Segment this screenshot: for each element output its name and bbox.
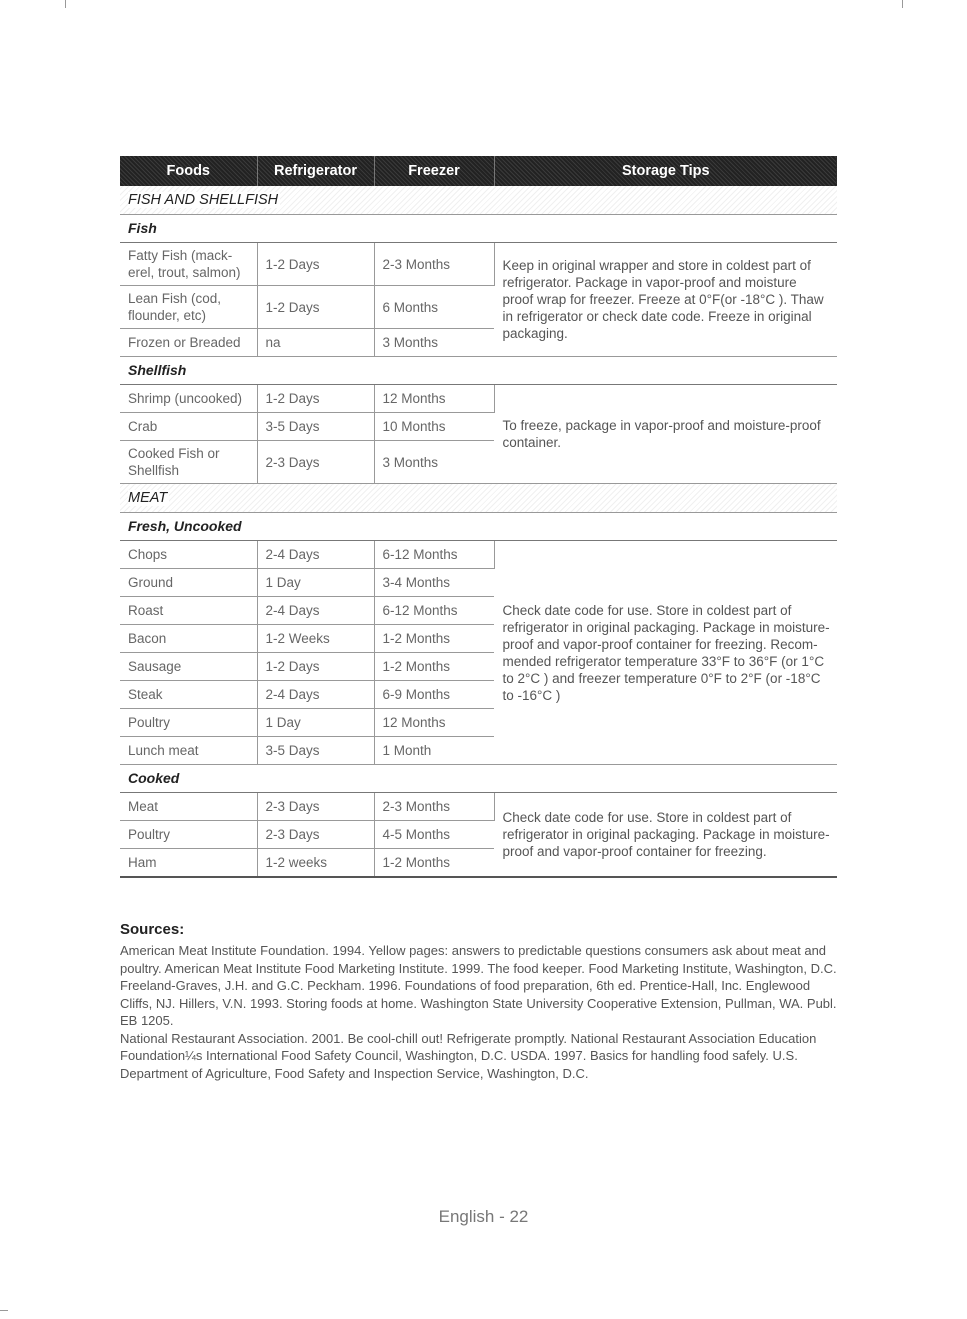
section-title: MEAT (128, 489, 168, 506)
food-cell: Steak (120, 681, 257, 709)
food-cell: Crab (120, 413, 257, 441)
storage-tip: Keep in original wrapper and store in coldest part of refrigerator. Package in vapor-proof and moisture proof wrap for freezer. Freeze at 0°F(or -18°C ). Thaw in refrigerator or check date code. Freeze in original packaging. (494, 243, 837, 357)
page-footer: English - 22 (438, 1207, 529, 1226)
freezer-cell: 1 Month (374, 737, 494, 765)
refrigerator-cell: 1-2 weeks (257, 849, 374, 878)
freezer-cell: 2-3 Months (374, 793, 494, 821)
freezer-cell: 1-2 Months (374, 653, 494, 681)
sources-block (120, 921, 840, 1082)
sources-title: Sources: (120, 921, 185, 938)
freezer-cell: 3 Months (374, 329, 494, 357)
freezer-cell: 12 Months (374, 385, 494, 413)
storage-tip: Check date code for use. Store in coldest part of refrigerator in original packaging. Package in moisture-proof and vapor-proof container for freezing. (494, 793, 837, 878)
storage-tip: Check date code for use. Store in coldest part of refrigerator in original packaging. Package in moisture-proof and vapor-proof container for freezing. Recom-mended refrigerator temperature 33°F to 36°F (or 1°C to 2°C ) and freezer temperature 0°F to 2°F (or -18°C to -16°C ) (494, 541, 837, 765)
subsection-title: Fish (120, 215, 837, 243)
header-freezer: Freezer (374, 156, 494, 186)
food-storage-table (120, 156, 837, 878)
table-row (120, 385, 837, 413)
refrigerator-cell: 1 Day (257, 709, 374, 737)
subsection-row (120, 513, 837, 541)
refrigerator-cell: 2-3 Days (257, 821, 374, 849)
refrigerator-cell: 2-3 Days (257, 793, 374, 821)
refrigerator-cell: 1-2 Days (257, 243, 374, 286)
freezer-cell: 3 Months (374, 441, 494, 484)
subsection-title: Shellfish (120, 357, 837, 385)
food-cell: Poultry (120, 709, 257, 737)
refrigerator-cell: 1-2 Days (257, 653, 374, 681)
table-row (120, 793, 837, 821)
subsection-title: Cooked (120, 765, 837, 793)
food-cell: Roast (120, 597, 257, 625)
freezer-cell: 4-5 Months (374, 821, 494, 849)
refrigerator-cell: 3-5 Days (257, 737, 374, 765)
freezer-cell: 6-9 Months (374, 681, 494, 709)
food-cell: Frozen or Breaded (120, 329, 257, 357)
food-cell: Meat (120, 793, 257, 821)
sources-paragraph: American Meat Institute Foundation. 1994. Yellow pages: answers to predictable questions consumers ask about meat and poultry. American Meat Institute Food Marketing Institute. 1999. The food keeper. Food Marketing Institute, Washington, D.C. Freeland-Graves, J.H. and G.C. Peckham. 1996. Foundations of food preparation, 6th ed. Prentice-Hall, Inc. Englewood Cliffs, NJ. Hillers, V.N. 1993. Storing foods at home. Washington State University Cooperative Extension, Pullman, WA. Publ. EB 1205. (120, 943, 837, 1028)
subsection-title: Fresh, Uncooked (120, 513, 837, 541)
freezer-cell: 1-2 Months (374, 849, 494, 878)
crop-mark (0, 1310, 8, 1311)
sources-paragraph: National Restaurant Association. 2001. Be cool-chill out! Refrigerate promptly. National Restaurant Association Education Foundation¼s International Food Safety Council, Washington, D.C. USDA. 1997. Basics for handling food safely. U.S. Department of Agriculture, Food Safety and Inspection Service, Washington, D.C. (120, 1030, 817, 1081)
header-storage-tips: Storage Tips (494, 156, 837, 186)
refrigerator-cell: 1-2 Weeks (257, 625, 374, 653)
food-cell: Sausage (120, 653, 257, 681)
refrigerator-cell: 1-2 Days (257, 385, 374, 413)
crop-mark (902, 0, 903, 8)
freezer-cell: 1-2 Months (374, 625, 494, 653)
table-row (120, 541, 837, 569)
crop-mark (65, 0, 66, 8)
food-cell: Ham (120, 849, 257, 878)
refrigerator-cell: 3-5 Days (257, 413, 374, 441)
section-row (120, 186, 837, 215)
header-foods: Foods (120, 156, 257, 186)
food-cell: Chops (120, 541, 257, 569)
refrigerator-cell: 2-4 Days (257, 597, 374, 625)
food-cell: Cooked Fish or Shellfish (120, 441, 257, 484)
subsection-row (120, 765, 837, 793)
freezer-cell: 6 Months (374, 286, 494, 329)
food-cell: Fatty Fish (mack-erel, trout, salmon) (120, 243, 257, 286)
food-cell: Lunch meat (120, 737, 257, 765)
section-title: FISH AND SHELLFISH (128, 191, 279, 208)
freezer-cell: 10 Months (374, 413, 494, 441)
header-refrigerator: Refrigerator (257, 156, 374, 186)
subsection-row (120, 357, 837, 385)
food-cell: Lean Fish (cod, flounder, etc) (120, 286, 257, 329)
refrigerator-cell: 1 Day (257, 569, 374, 597)
table-row (120, 243, 837, 286)
table-header (120, 156, 837, 186)
refrigerator-cell: 2-4 Days (257, 681, 374, 709)
freezer-cell: 3-4 Months (374, 569, 494, 597)
food-cell: Bacon (120, 625, 257, 653)
refrigerator-cell: na (257, 329, 374, 357)
subsection-row (120, 215, 837, 243)
food-cell: Poultry (120, 821, 257, 849)
food-cell: Ground (120, 569, 257, 597)
freezer-cell: 2-3 Months (374, 243, 494, 286)
freezer-cell: 6-12 Months (374, 597, 494, 625)
refrigerator-cell: 2-4 Days (257, 541, 374, 569)
storage-tip: To freeze, package in vapor-proof and moisture-proof container. (494, 385, 837, 484)
refrigerator-cell: 2-3 Days (257, 441, 374, 484)
section-row (120, 484, 837, 513)
freezer-cell: 12 Months (374, 709, 494, 737)
food-cell: Shrimp (uncooked) (120, 385, 257, 413)
refrigerator-cell: 1-2 Days (257, 286, 374, 329)
freezer-cell: 6-12 Months (374, 541, 494, 569)
